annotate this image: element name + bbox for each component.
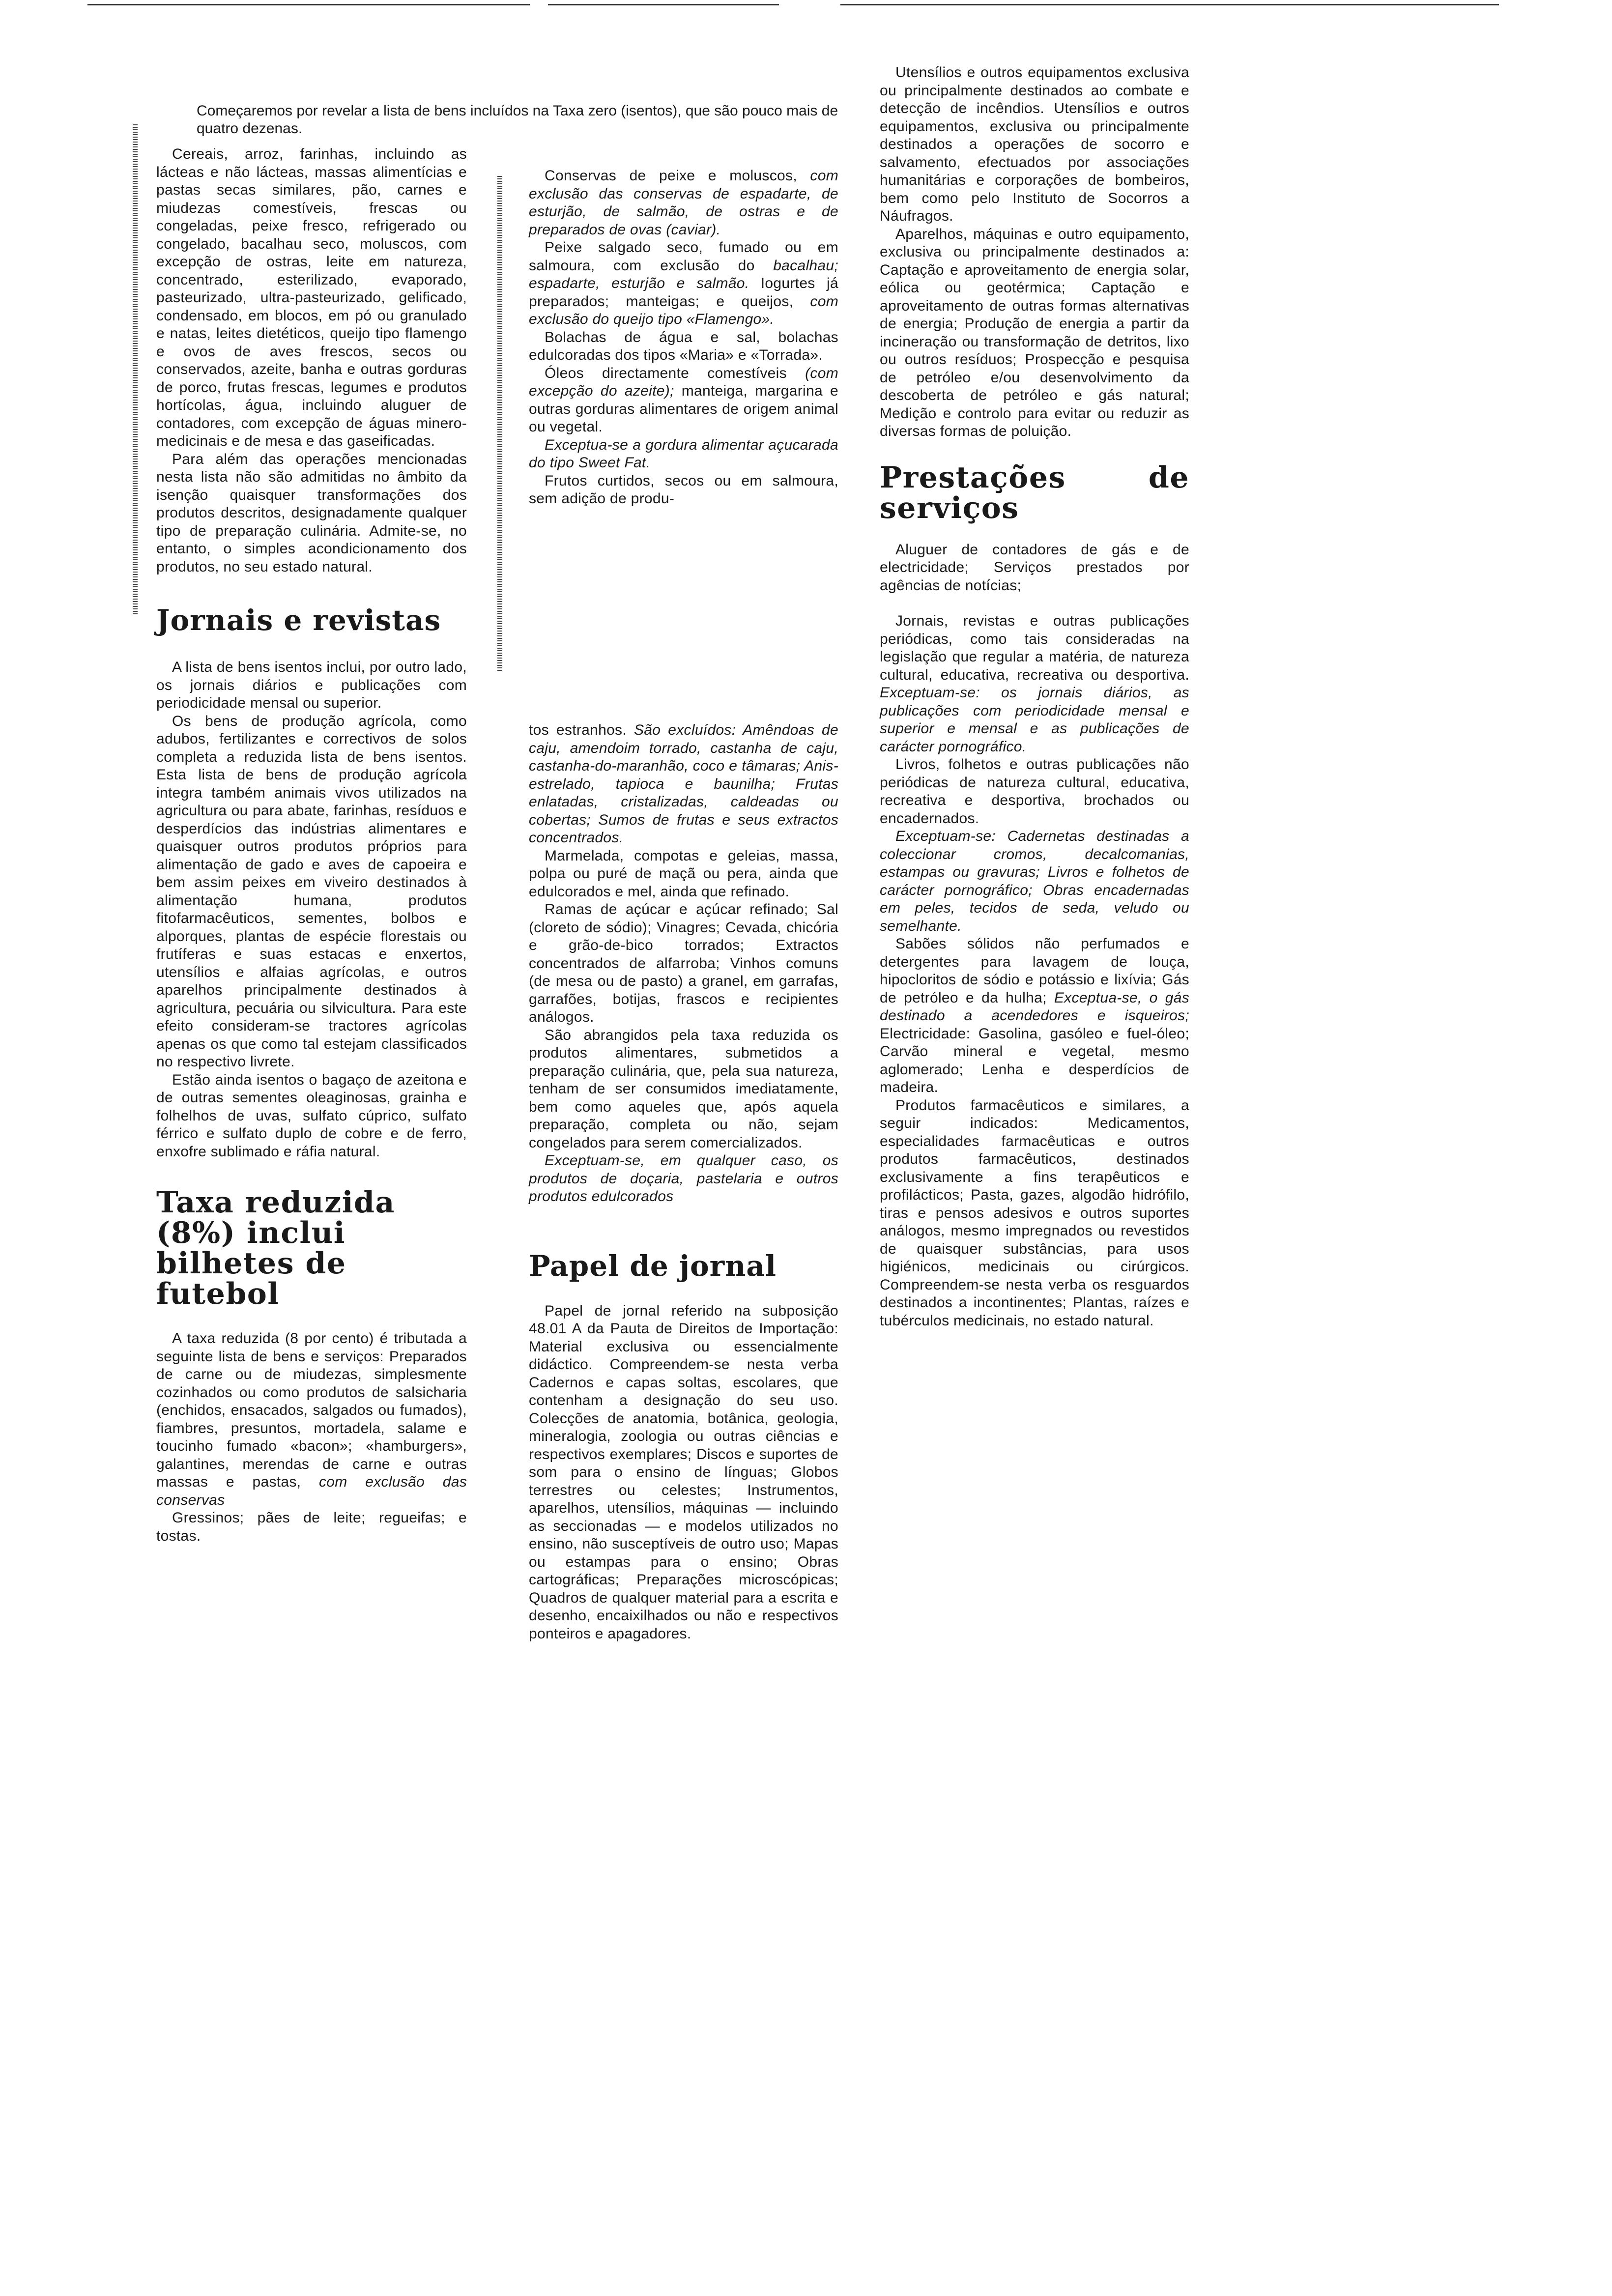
headline-taxa-reduzida: Taxa reduzida (8%) inclui bilhetes de futebol [156,1185,395,1311]
headline-papel-jornal: Papel de jornal [529,1249,777,1283]
intro-text: Começaremos por revelar a lista de bens incluídos na Taxa zero (isentos), que são pouco mais de quatro dezenas. [197,103,838,137]
incendios-paragraph: Utensílios e outros equipamentos exclusiva ou principalmente destinados ao combate e detecção de incêndios. Utensílios e outros equipamentos, exclusiva ou principalmente destinados a operações de socorro e salvamento, efectuados por associações humanitárias e corporações de bombeiros, bem como pelo Instituto de Socorros a Náufragos. [880,64,1189,224]
excluidos-paragraph: tos estranhos. São excluídos: Amêndoas de caju, amendoim torrado, castanha de caju, castanha-do-maranhão, coco e tâmaras; Anis-estrelado, tapioca e baunilha; Frutas enlatadas, cristalizadas, caldeadas ou cobertas; Sumos de frutas e seus extractos concentrados. [529,722,839,846]
acucar-paragraph: Ramas de açúcar e açúcar refinado; Sal (cloreto de sódio); Vinagres; Cevada, chicória e grão-de-bico torrados; Extractos concentrados de alfarroba; Vinhos comuns (de mesa ou de pasto) a granel, em garrafas, garrafões, botijas, frascos e recipientes análogos. [529,901,838,1025]
column-2-top [529,167,838,508]
abrangidos-paragraph: São abrangidos pela taxa reduzida os produtos alimentares, submetidos a preparação culinária, que, pela sua natureza, tenham de ser consumidos imediatamente, bem como aqueles que, após aquela preparação, completa ou não, sejam congelados para serem comercializados. [529,1027,838,1151]
docaria-exception-paragraph: Exceptuam-se, em qualquer caso, os produtos de doçaria, pastelaria e outros produtos edulcorados [529,1152,838,1205]
bagaco-paragraph: Estão ainda isentos o bagaço de azeitona e de outras sementes oleaginosas, grainha e folhelhos de uvas, sulfato cúprico, sulfato férrico e sulfato duplo de cobre e de ferro, enxofre sublimado e ráfia natural. [156,1071,467,1160]
conservas-paragraph: Conservas de peixe e moluscos, com exclusão das conservas de espadarte, de esturjão, de salmão, de ostras e de preparados de ovas (caviar). [529,168,838,238]
left-margin-hatch [133,123,138,614]
jornais-paragraph: A lista de bens isentos inclui, por outro lado, os jornais diários e publicações com periodicidade mensal ou superior. [156,659,467,711]
column-3 [880,64,1189,1330]
top-rule-center [548,4,779,5]
gressinos-paragraph: Gressinos; pães de leite; regueifas; e tostas. [156,1510,467,1544]
reduced-rate-paragraph: A taxa reduzida (8 por cento) é tributada a seguinte lista de bens e serviços: Preparados de carne ou de miudezas, simplesmente cozinhados ou como produtos de salsicharia (enchidos, ensacados, salgados ou fumados), fiambres, presuntos, mortadela, salame e toucinho fumado «bacon»; «hamburgers», galantines, merendas de carne e outras massas e pastas, com exclusão das conservas [156,1330,467,1508]
column-2-bottom [529,721,838,1643]
bolachas-paragraph: Bolachas de água e sal, bolachas edulcoradas dos tipos «Maria» e «Torrada». [529,329,838,363]
headline-jornais-revistas: Jornais e revistas [156,603,441,637]
papel-jornal-paragraph: Papel de jornal referido na subposição 48.01 A da Pauta de Direitos de Importação: Material exclusiva ou essencialmente didáctico. Compreendem-se nesta verba Cadernos e capas soltas, escolares, que contenham a designação do seu uso. Colecções de anatomia, botânica, geologia, mineralogia, zoologia ou outras ciências e respectivos exemplares; Discos e suportes de som para o ensino de línguas; Globos terrestres ou celestes; Instrumentos, aparelhos, utensílios, máquinas — incluindo as seccionadas — e modelos utilizados no ensino, não susceptíveis de outro uso; Mapas ou estampas para o ensino; Obras cartográficas; Preparações microscópicas; Quadros de qualquer material para a escrita e desenho, encaixilhados ou não e respectivos ponteiros e apagadores. [529,1302,838,1642]
livros-paragraph: Livros, folhetos e outras publicações não periódicas de natureza cultural, educativa, recreativa e desportiva, brochados ou encadernados. [880,756,1189,827]
saboes-paragraph: Sabões sólidos não perfumados e detergentes para lavagem de louça, hipocloritos de sódio e potássio e lixívia; Gás de petróleo e da hulha; Exceptua-se, o gás destinado a acendedores e isqueiros; Electricidade: Gasolina, gasóleo e fuel-óleo; Carvão mineral e vegetal, mesmo aglomerado; Lenha e desperdícios de madeira. [880,936,1189,1095]
frutos-paragraph: Frutos curtidos, secos ou em salmoura, sem adição de produ- [529,472,838,507]
gordura-exception-paragraph: Exceptua-se a gordura alimentar açucarada do tipo Sweet Fat. [529,436,838,471]
operations-paragraph: Para além das operações mencionadas nesta lista não são admitidas no âmbito da isenção quaisquer transformações dos produtos descritos, designadamente qualquer tipo de preparação culinária. Admite-se, no entanto, o simples acondicionamento dos produtos, no seu estado natural. [156,451,467,575]
peixe-salgado-paragraph: Peixe salgado seco, fumado ou em salmoura, com exclusão do bacalhau; espadarte, esturjão e salmão. Iogurtes já preparados; manteigas; e queijos, com exclusão do queijo tipo «Flamengo». [529,239,838,327]
marmelada-paragraph: Marmelada, compotas e geleias, massa, polpa ou puré de maçã ou pera, ainda que edulcorados e mel, ainda que refinado. [529,847,838,900]
top-rule-left [87,4,530,5]
center-margin-hatch [497,174,502,671]
top-rule-right [840,4,1499,5]
farmaceuticos-paragraph: Produtos farmacêuticos e similares, a seguir indicados: Medicamentos, especialidades farmacêuticas e outros produtos farmacêuticos, destinados exclusivamente a fins terapêuticos e profilácticos; Pasta, gazes, algodão hidrófilo, tiras e pensos adesivos e outros suportes análogos, mesmo impregnados ou revestidos de quaisquer substâncias, para usos higiénicos, medicinais ou cirúrgicos. Compreendem-se nesta verba os resguardos destinados a incontinentes; Plantas, raízes e tubérculos medicinais, no estado natural. [880,1097,1189,1329]
cereals-paragraph: Cereais, arroz, farinhas, incluindo as lácteas e não lácteas, massas alimentícias e pastas secas similares, pão, carnes e miudezas comestíveis, frescas ou congeladas, peixe fresco, refrigerado ou congelado, bacalhau seco, moluscos, com excepção de ostras, leite em natureza, concentrado, esterilizado, evaporado, pasteurizado, ultra-pasteurizado, gelificado, condensado, em blocos, em pó ou granulado e natas, leites dietéticos, queijo tipo flamengo e ovos de aves frescos, secos ou conservados, azeite, banha e outras gorduras de porco, frutas frescas, legumes e produtos hortícolas, água, incluindo aluguer de contadores, com excepção de águas minero-medicinais e de mesa e das gaseificadas. [156,146,467,449]
aluguer-paragraph: Aluguer de contadores de gás e de electricidade; Serviços prestados por agências de notícias; [880,541,1189,594]
cadernetas-exception-paragraph: Exceptuam-se: Cadernetas destinadas a coleccionar cromos, decalcomanias, estampas ou gravuras; Livros e folhetos de carácter pornográfico; Obras encadernadas em peles, tecidos de seda, veludo ou semelhante. [880,828,1189,934]
column-1 [156,145,467,1545]
oleos-paragraph: Óleos directamente comestíveis (com excepção do azeite); manteiga, margarina e outras gorduras alimentares de origem animal ou vegetal. [529,365,838,435]
headline-prestacoes-servicos: Prestações de serviços [880,460,1189,525]
jornais-servicos-paragraph: Jornais, revistas e outras publicações periódicas, como tais consideradas na legislação que regular a matéria, de natureza cultural, educativa, recreativa ou desportiva. Exceptuam-se: os jornais diários, as publicações com periodicidade mensal e superior e mensal e as publicações de carácter pornográfico. [880,613,1189,755]
energia-paragraph: Aparelhos, máquinas e outro equipamento, exclusiva ou principalmente destinados a: Captação e aproveitamento de energia solar, eólica ou geotérmica; Captação e aproveitamento de outras formas alternativas de energia; Produção de energia a partir da incineração ou transformação de detritos, lixo ou outros resíduos; Prospecção e pesquisa de petróleo e/ou desenvolvimento da descoberta de petróleo e gás natural; Medição e controlo para evitar ou reduzir as diversas formas de poluição. [880,226,1189,439]
agricultural-goods-paragraph: Os bens de produção agrícola, como adubos, fertilizantes e correctivos de solos completa a reduzida lista de bens isentos. Esta lista de bens de produção agrícola integra também animais vivos utilizados na agricultura ou para abate, farinhas, resíduos e desperdícios das indústrias alimentares e quaisquer outros produtos próprios para alimentação de gado e aves de capoeira e bem assim peixes em viveiro destinados à alimentação humana, produtos fitofarmacêuticos, sementes, bolbos e alporques, plantas de espécie florestais ou frutíferas e suas estacas e enxertos, utensílios e alfaias agrícolas, e outros aparelhos principalmente destinados à agricultura, pecuária ou silvicultura. Para este efeito consideram-se tractores agrícolas apenas os que como tal estejam classificados no respectivo livrete. [156,713,467,1070]
